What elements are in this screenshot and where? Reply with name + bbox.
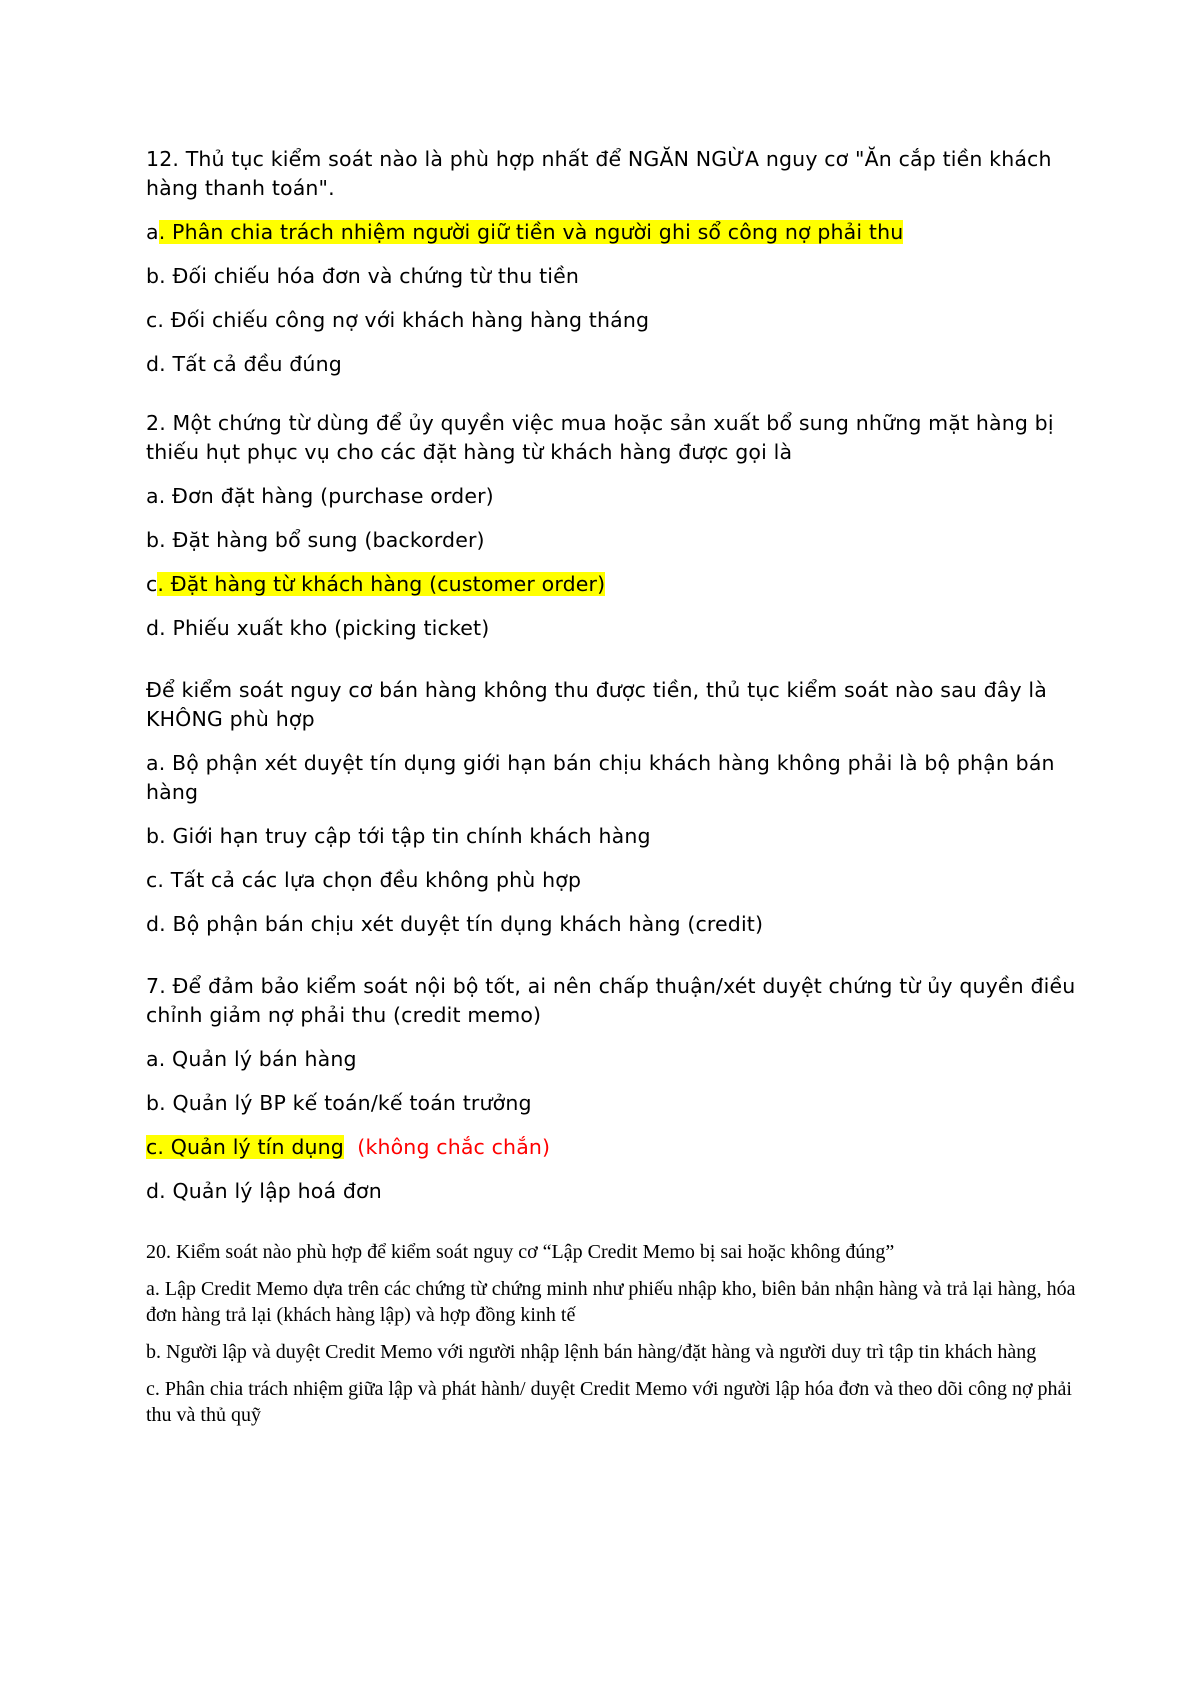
highlighted-answer: . Phân chia trách nhiệm người giữ tiền và người ghi sổ công nợ phải thu xyxy=(158,220,904,244)
question-stem: 2. Một chứng từ dùng để ủy quyền việc mua hoặc sản xuất bổ sung những mặt hàng bị thiếu hụt phục vụ cho các đặt hàng từ khách hàng được gọi là xyxy=(146,411,1054,464)
option-d: d. Phiếu xuất kho (picking ticket) xyxy=(146,616,490,640)
option-c xyxy=(146,570,1076,599)
option-b: b. Đối chiếu hóa đơn và chứng từ thu tiền xyxy=(146,264,580,288)
option-prefix: c xyxy=(146,572,158,596)
highlighted-answer: c. Quản lý tín dụng xyxy=(146,1135,344,1159)
option-b: b. Người lập và duyệt Credit Memo với người nhập lệnh bán hàng/đặt hàng và người duy trì tập tin khách hàng xyxy=(146,1341,1037,1363)
option-c: c. Đối chiếu công nợ với khách hàng hàng tháng xyxy=(146,308,650,332)
option-prefix: a xyxy=(146,220,159,244)
option-a: a. Đơn đặt hàng (purchase order) xyxy=(146,484,494,508)
option-a: a. Lập Credit Memo dựa trên các chứng từ chứng minh như phiếu nhập kho, biên bản nhận hàng và trả lại hàng, hóa đơn hàng trả lại (khách hàng lập) và hợp đồng kinh tế xyxy=(146,1278,1076,1326)
uncertain-note: (không chắc chắn) xyxy=(357,1135,551,1159)
question-credit-risk xyxy=(146,676,1076,939)
option-d: d. Bộ phận bán chịu xét duyệt tín dụng khách hàng (credit) xyxy=(146,912,764,936)
option-c xyxy=(146,1133,1076,1162)
highlighted-answer: . Đặt hàng từ khách hàng (customer order) xyxy=(157,572,606,596)
question-stem: 20. Kiểm soát nào phù hợp để kiểm soát nguy cơ “Lập Credit Memo bị sai hoặc không đúng” xyxy=(146,1241,895,1263)
option-c: c. Phân chia trách nhiệm giữa lập và phát hành/ duyệt Credit Memo với người lập hóa đơn và theo dõi công nợ phải thu và thủ quỹ xyxy=(146,1378,1072,1426)
option-a: a. Quản lý bán hàng xyxy=(146,1047,357,1071)
question-stem: Để kiểm soát nguy cơ bán hàng không thu được tiền, thủ tục kiểm soát nào sau đây là KHÔNG phù hợp xyxy=(146,678,1047,731)
question-stem: 12. Thủ tục kiểm soát nào là phù hợp nhất để NGĂN NGỪA nguy cơ "Ăn cắp tiền khách hàng thanh toán". xyxy=(146,147,1052,200)
option-c: c. Tất cả các lựa chọn đều không phù hợp xyxy=(146,868,582,892)
question-stem: 7. Để đảm bảo kiểm soát nội bộ tốt, ai nên chấp thuận/xét duyệt chứng từ ủy quyền điều chỉnh giảm nợ phải thu (credit memo) xyxy=(146,974,1076,1027)
option-b: b. Quản lý BP kế toán/kế toán trưởng xyxy=(146,1091,532,1115)
question-7 xyxy=(146,972,1076,1206)
option-d: d. Tất cả đều đúng xyxy=(146,352,342,376)
option-a: a. Bộ phận xét duyệt tín dụng giới hạn bán chịu khách hàng không phải là bộ phận bán hàng xyxy=(146,751,1055,804)
question-2 xyxy=(146,409,1076,643)
option-b: b. Giới hạn truy cập tới tập tin chính khách hàng xyxy=(146,824,651,848)
option-b: b. Đặt hàng bổ sung (backorder) xyxy=(146,528,485,552)
question-20 xyxy=(146,1239,1076,1428)
document-body xyxy=(146,145,1076,1461)
option-a xyxy=(146,218,1076,247)
question-12 xyxy=(146,145,1076,379)
option-d: d. Quản lý lập hoá đơn xyxy=(146,1179,382,1203)
